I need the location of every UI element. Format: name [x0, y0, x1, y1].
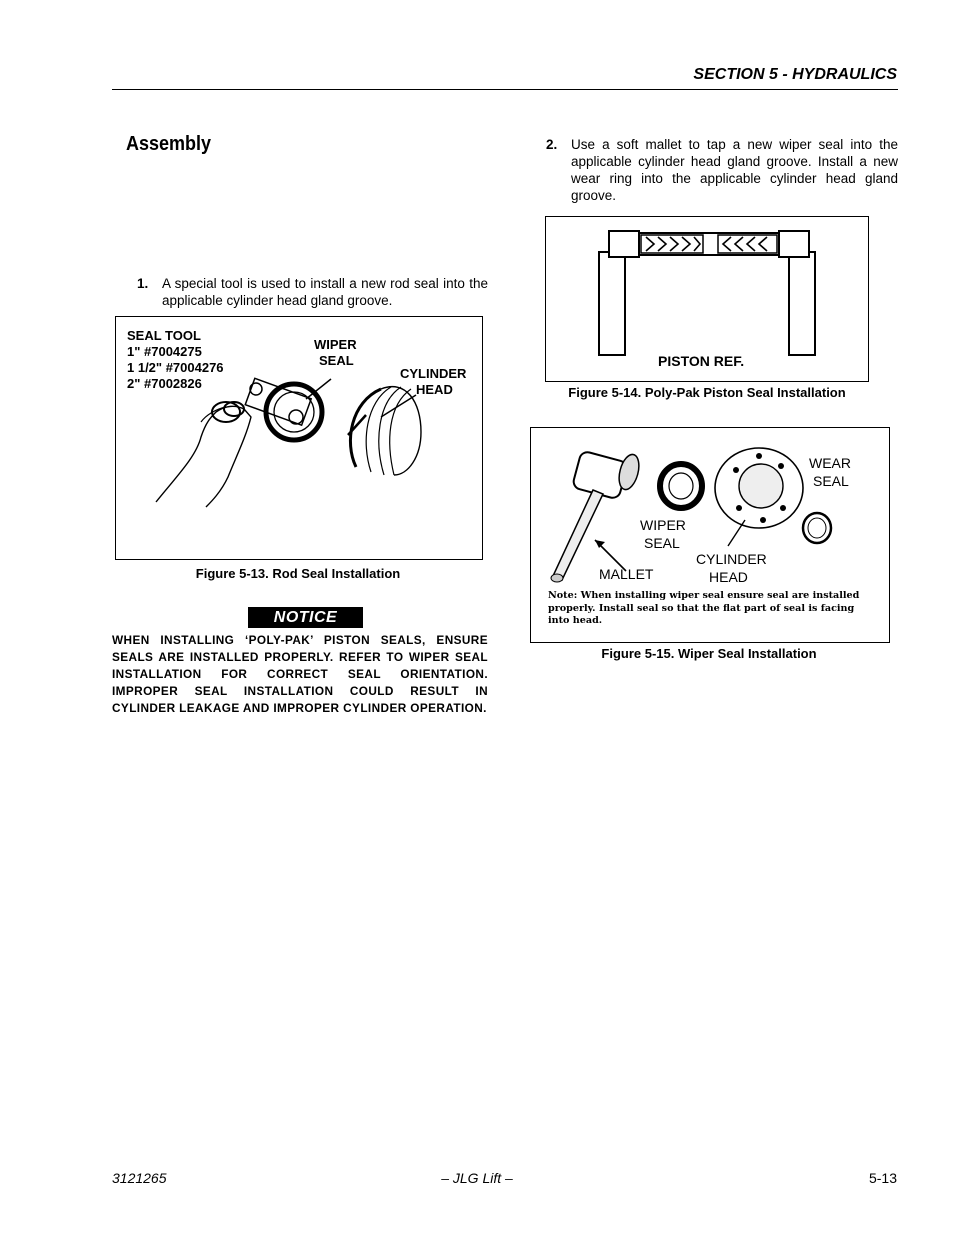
mallet-label: MALLET [599, 566, 654, 582]
wiper-label: WIPER [314, 337, 357, 352]
tool-label-2: 1 1/2" #7004276 [127, 360, 224, 375]
cylinder-head-label-2: HEAD [709, 569, 748, 585]
figure-caption-5-15: Figure 5-15. Wiper Seal Installation [601, 646, 817, 661]
tool-label-3: 2" #7002826 [127, 376, 202, 391]
wear-seal-label: WEAR [809, 455, 851, 471]
section-header: SECTION 5 - HYDRAULICS [693, 66, 897, 83]
wear-seal-label-2: SEAL [813, 473, 849, 489]
wiper-seal-label: WIPER [640, 517, 686, 533]
figure-poly-pak-piston-seal [545, 216, 869, 382]
footer-doc-number: 3121265 [112, 1170, 167, 1186]
figure-caption-5-14: Figure 5-14. Poly-Pak Piston Seal Installation [568, 385, 846, 400]
tool-label-title: SEAL TOOL [127, 328, 201, 343]
step-number: 2. [546, 137, 558, 152]
cylinder-head-label: CYLINDER [696, 551, 767, 567]
footer-center: – JLG Lift – [441, 1170, 513, 1186]
cylinder-label-2: HEAD [416, 382, 453, 397]
page-heading: Assembly [126, 133, 212, 155]
tool-label-1: 1" #7004275 [127, 344, 202, 359]
footer-page-number: 5-13 [868, 1170, 897, 1186]
step-2 [546, 136, 898, 204]
step-1 [137, 275, 488, 309]
wiper-seal-label-2: SEAL [644, 535, 680, 551]
header-rule [112, 89, 898, 90]
step-text: Use a soft mallet to tap a new wiper seal into the applicable cylinder head gland groove. Install a new wear ring into the applicable cylinder head gland groove. [571, 137, 898, 203]
notice-text: WHEN INSTALLING ‘POLY-PAK’ PISTON SEALS, ENSURE SEALS ARE INSTALLED PROPERLY. REFER TO WIPER SEAL INSTALLATION FOR CORRECT SEAL ORIENTATION. IMPROPER SEAL INSTALLATION COULD RESULT IN CYLINDER LEAKAGE AND IMPROPER CYLINDER OPERATION. [112, 633, 488, 715]
figure-rod-seal-installation [115, 316, 483, 560]
figure-wiper-seal-installation [530, 427, 890, 643]
step-text: A special tool is used to install a new rod seal into the applicable cylinder head gland groove. [162, 276, 488, 308]
wiper-seal-note: Note: When installing wiper seal ensure seal are installed properly. Install seal so that the flat part of seal is facing into head. [548, 590, 860, 626]
figure-caption-5-13: Figure 5-13. Rod Seal Installation [195, 566, 401, 581]
wiper-label-2: SEAL [319, 353, 354, 368]
cylinder-label: CYLINDER [400, 366, 467, 381]
notice-badge: NOTICE [248, 607, 363, 628]
piston-ref-label: PISTON REF. [658, 353, 745, 369]
step-number: 1. [137, 276, 149, 291]
